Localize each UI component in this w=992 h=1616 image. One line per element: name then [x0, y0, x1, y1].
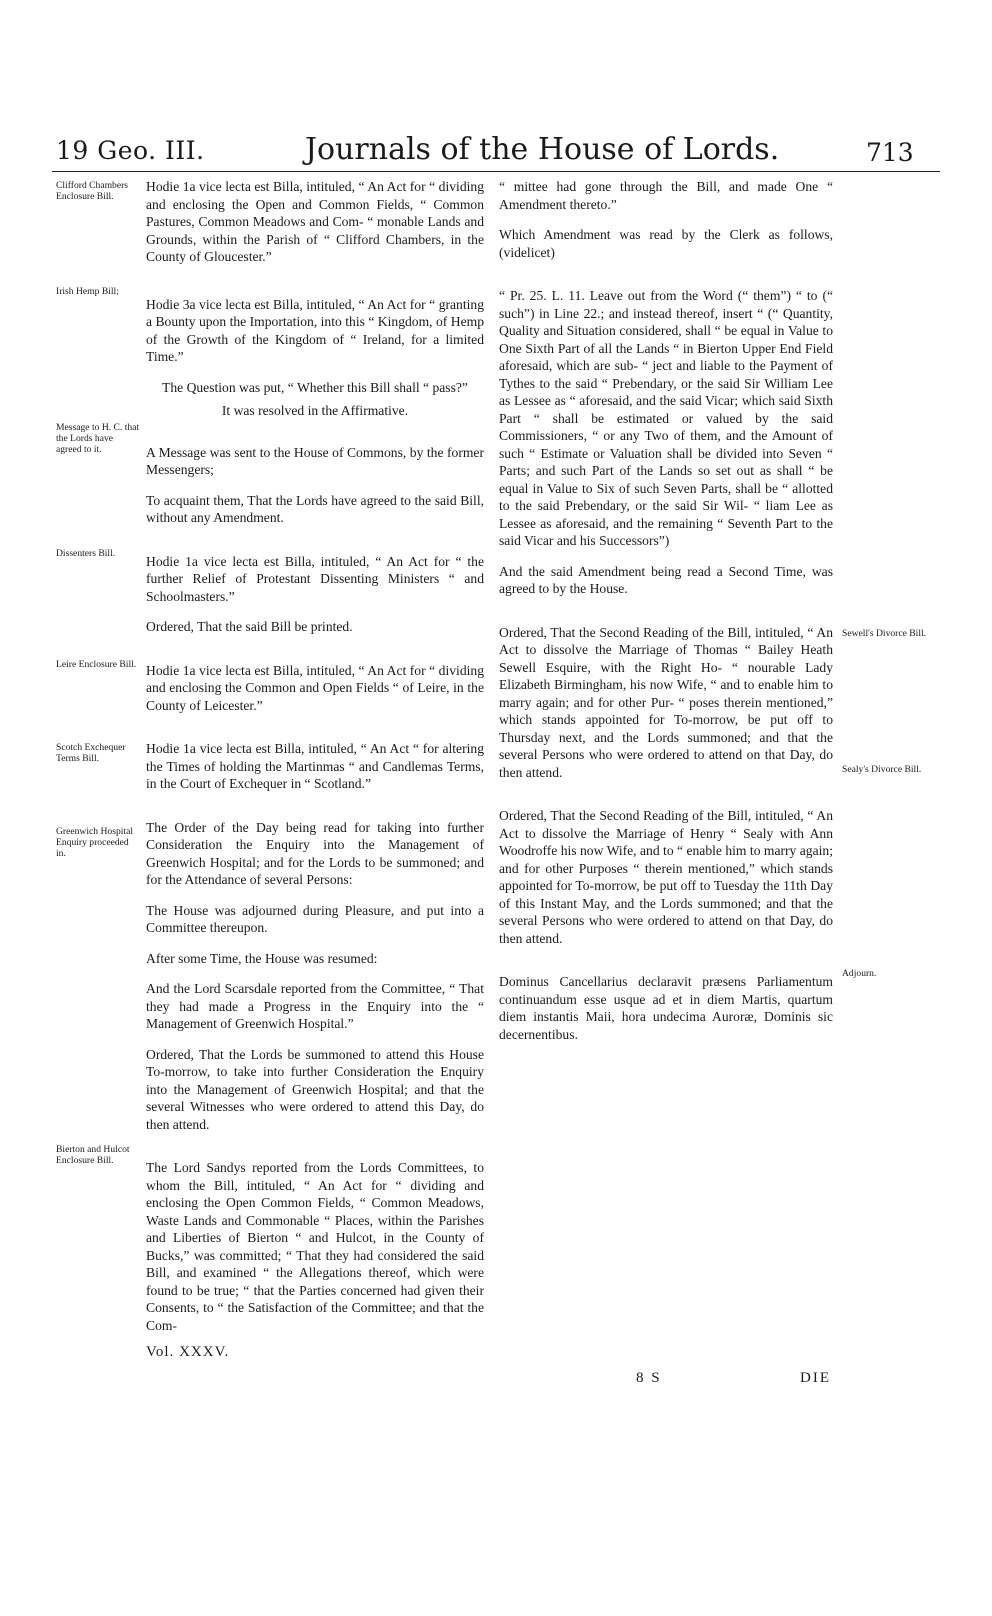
margin-note-bierton: Bierton and Hulcot Enclosure Bill.: [56, 1144, 130, 1166]
entry-amendment-text: “ Pr. 25. L. 11. Leave out from the Word (“ them”) “ to (“ such”) in Line 22.; and instead thereof, insert “ (“ Quantity, Quality and Situation considered, shall “ be equal in Value to One Sixth Part of all the Lands “ in Bierton Upper End Field aforesaid, which are sub- “ ject and liable to the Payment of Tythes to the said “ Prebendary, or the said Sir William Lee as Lessee as “ aforesaid, and the said Vicar; which said Sixth Part “ shall be estimated or valued by the said Commissioners, “ or any Two of them, and the Amount of such “ Estimate or Valuation shall be divided into Seven “ Parts; and such Part of the Lands so set out as shall “ be equal in Value to Six of such Seven Parts, shall be “ allotted to the said Prebendary, or the said Sir Wil- “ liam Lee as Lessee as aforesaid, and the remaining “ Seventh Part to the said Vicar and his Successors”): [499, 288, 833, 548]
left-column: [146, 178, 484, 1347]
footer-volume: Vol. XXXV.: [146, 1344, 230, 1360]
entry-adjournment: Dominus Cancellarius declaravit præsens Parliamentum continuandum esse usque ad et in diem Martis, quartum diem instantis Maii, hora undecima Auroræ, Dominis sic decernentibus.: [499, 974, 833, 1042]
header-rule: [52, 171, 940, 172]
margin-note-sewell: Sewell's Divorce Bill.: [842, 628, 927, 639]
page-number: 713: [866, 138, 914, 167]
margin-note-dissenters: Dissenters Bill.: [56, 548, 116, 559]
entry-leire-bill: Hodie 1a vice lecta est Billa, intituled, “ An Act for “ dividing and enclosing the Common and Open Fields “ of Leire, in the County of Leicester.”: [146, 662, 484, 713]
margin-note-leire: Leire Enclosure Bill.: [56, 659, 137, 670]
entry-dissenters-bill: Hodie 1a vice lecta est Billa, intituled, “ An Act for “ the further Relief of Protestant Dissenting Ministers “ and Schoolmasters.”: [146, 553, 484, 604]
right-column: [499, 178, 833, 1056]
entry-question: The Question was put, “ Whether this Bill shall “ pass?”: [162, 379, 468, 395]
entry-sealy-order: Ordered, That the Second Reading of the Bill, intituled, “ An Act to dissolve the Marriage of Henry “ Sealy with Ann Woodroffe his now Wife, and to “ enable him to marry again; and for other Purposes “ therein mentioned,” which stands appointed for To-morrow, be put off to Tuesday the 11th Day of this Instant May, and the Lords summoned; and that the several Persons who were ordered to attend on that Day, do then attend.: [499, 808, 833, 946]
margin-note-greenwich: Greenwich Hospital Enquiry proceeded in.: [56, 826, 133, 859]
entry-resolved: It was resolved in the Affirmative.: [221, 403, 409, 418]
margin-note-adjourn: Adjourn.: [842, 968, 877, 979]
running-head-regnal-year: 19 Geo. III.: [56, 136, 205, 165]
entry-greenwich-order: The Order of the Day being read for taking into further Consideration the Enquiry into the Management of Greenwich Hospital; and for the Lords to be summoned; and for the Attendance of several Persons:: [146, 819, 484, 887]
footer-catchword: DIE: [800, 1370, 831, 1386]
entry-amendment-agreed: And the said Amendment being read a Second Time, was agreed to by the House.: [499, 563, 833, 596]
entry-committee-continued: “ mittee had gone through the Bill, and made One “ Amendment thereto.”: [499, 179, 833, 212]
margin-note-scotch: Scotch Exchequer Terms Bill.: [56, 742, 126, 764]
footer-signature-mark: 8 S: [636, 1370, 662, 1386]
entry-house-adjourned: The House was adjourned during Pleasure, and put into a Committee thereupon.: [146, 902, 484, 935]
entry-message: A Message was sent to the House of Commons, by the former Messengers;: [146, 444, 484, 477]
entry-irish-hemp-bill: Hodie 3a vice lecta est Billa, intituled, “ An Act for “ granting a Bounty upon the Importation, into this “ Kingdom, of Hemp of the Growth of the Kingdom of “ Ireland, for a limited Time.”: [146, 296, 484, 364]
entry-scotch-bill: Hodie 1a vice lecta est Billa, intituled, “ An Act “ for altering the Times of holding the Martinmas “ and Candlemas Terms, in the Court of Exchequer in “ Scotland.”: [146, 741, 484, 791]
entry-sewell-order: Ordered, That the Second Reading of the Bill, intituled, “ An Act to dissolve the Marriage of Thomas “ Bailey Heath Sewell Esquire, with the Right Ho- “ nourable Lady Elizabeth Birmingham, his now Wife, “ and to enable him to marry again; and for other Pur- “ poses therein mentioned,” which stands appointed for To-morrow, be put off to Thursday next, and the Lords summoned; and that the several Persons who were ordered to attend on that Day, do then attend.: [499, 624, 833, 780]
entry-amendment-read: Which Amendment was read by the Clerk as follows, (videlicet): [499, 227, 833, 260]
margin-note-clifford: Clifford Chambers Enclosure Bill.: [56, 180, 129, 202]
margin-note-irish-hemp: Irish Hemp Bill;: [56, 286, 119, 297]
entry-acquaint: To acquaint them, That the Lords have agreed to the said Bill, without any Amendment.: [146, 492, 484, 525]
entry-clifford-bill: Hodie 1a vice lecta est Billa, intituled, “ An Act for “ dividing and enclosing the Open and Common Fields, “ Common Pastures, Common Meadows and Com- “ monable Lands and Grounds, within the Parish of “ Clifford Chambers, in the County of Gloucester.”: [146, 179, 484, 264]
entry-house-resumed: After some Time, the House was resumed:: [146, 950, 378, 966]
margin-note-message: Message to H. C. that the Lords have agreed to it.: [56, 422, 140, 455]
entry-ordered-summoned: Ordered, That the Lords be summoned to attend this House To-morrow, to take into further Consideration the Enquiry into the Management of Greenwich Hospital; and that the several Witnesses who were ordered to attend this Day, do then attend.: [146, 1046, 484, 1132]
entry-ordered-printed: Ordered, That the said Bill be printed.: [146, 619, 353, 634]
entry-sandys-report: The Lord Sandys reported from the Lords Committees, to whom the Bill, intituled, “ An Act for “ dividing and enclosing the Open Common Fields, “ Common Meadows, Waste Lands and Commonable “ Places, within the Parishes and Liberties of Bierton “ and Hulcot, in the County of Bucks,” was committed; “ That they had considered the said Bill, and examined “ the Allegations thereof, which were found to be true; “ that the Parties concerned had given their Consents, to “ the Satisfaction of the Committee; and that the Com-: [146, 1160, 484, 1333]
entry-scarsdale-report: And the Lord Scarsdale reported from the Committee, “ That they had made a Progress in the Enquiry into the “ Management of Greenwich Hospital.”: [146, 981, 484, 1031]
running-head-title: Journals of the House of Lords.: [305, 132, 780, 167]
margin-note-sealy: Sealy's Divorce Bill.: [842, 764, 922, 775]
